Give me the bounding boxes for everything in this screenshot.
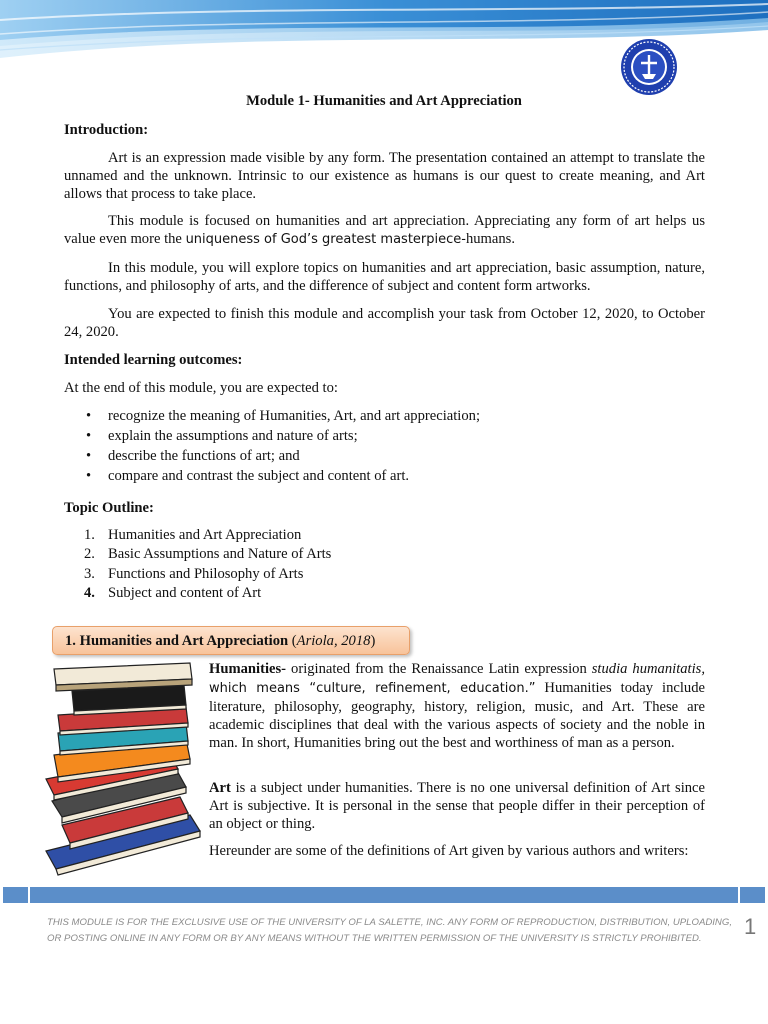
list-item: • recognize the meaning of Humanities, Art, and art appreciation; xyxy=(64,407,705,427)
book-stack-illustration xyxy=(40,655,205,885)
definitions-intro: Hereunder are some of the definitions of Art given by various authors and writers: xyxy=(209,843,689,859)
university-seal-logo xyxy=(620,38,678,96)
outcomes-list xyxy=(64,407,705,487)
page-number: 1 xyxy=(744,914,757,939)
intro-paragraph-2: This module is focused on humanities and art appreciation. Appreciating any form of art helps us value even more the uniqueness of God’s greatest masterpiece-humans. xyxy=(64,213,705,247)
module-title: Module 1- Humanities and Art Appreciation xyxy=(246,93,522,109)
list-item: 4. Subject and content of Art xyxy=(84,584,262,601)
list-item: • explain the assumptions and nature of arts; xyxy=(64,427,705,447)
topic-outline-heading: Topic Outline: xyxy=(64,500,154,516)
footer-bar-tick xyxy=(738,887,740,903)
footer-divider-bar xyxy=(3,887,765,903)
section-1-citation: (Ariola, 2018) xyxy=(291,633,376,649)
footer-bar-tick xyxy=(28,887,30,903)
copyright-notice: THIS MODULE IS FOR THE EXCLUSIVE USE OF THE UNIVERSITY OF LA SALETTE, INC. ANY FORM OF REPRODUCTION, DISTRIBUTION, UPLOADING, OR POSTING ONLINE IN ANY FORM OR BY ANY MEANS WITHOUT THE WRITTEN PERMISSION OF THE UNIVERSITY IS STRICTLY PROHIBITED. xyxy=(47,917,732,944)
intro-paragraph-3: In this module, you will explore topics on humanities and art appreciation, basic assumption, nature, functions, and philosophy of arts, and the difference of subject and content form artworks. xyxy=(64,260,705,294)
humanities-definition: Humanities- originated from the Renaissance Latin expression studia humanitatis, which means “culture, refinement, education.” Humanities today include literature, philosophy, geography, history, religion, music, and Art. These are academic disciplines that deal with the various aspects of society and the noble in man. In short, Humanities bring out the best and worthiness of man as a person. xyxy=(209,661,705,751)
intro-paragraph-4: You are expected to finish this module and accomplish your task from October 12, 2020, to October 24, 2020. xyxy=(64,306,705,340)
list-item: 2. Basic Assumptions and Nature of Arts xyxy=(84,546,332,563)
list-item: 3. Functions and Philosophy of Arts xyxy=(84,565,304,582)
topic-outline-list xyxy=(64,526,705,603)
art-definition: Art is a subject under humanities. There is no one universal definition of Art since Art is subjective. It is personal in the sense that people differ in their perception of an object or thing. xyxy=(209,780,705,832)
outcomes-heading: Intended learning outcomes: xyxy=(64,352,243,368)
list-item: • describe the functions of art; and xyxy=(64,447,705,467)
list-item: • compare and contrast the subject and content of art. xyxy=(64,467,705,487)
outcomes-lead: At the end of this module, you are expected to: xyxy=(64,380,338,396)
intro-paragraph-1: Art is an expression made visible by any form. The presentation contained an attempt to translate the unnamed and the unknown. Intrinsic to our existence as humans is our quest to create meaning, and Art allows that process to take place. xyxy=(64,150,705,202)
list-item: 1. Humanities and Art Appreciation xyxy=(84,527,302,543)
introduction-heading: Introduction: xyxy=(64,122,149,138)
section-1-label: 1. Humanities and Art Appreciation xyxy=(65,633,289,649)
section-1-callout xyxy=(52,626,410,655)
